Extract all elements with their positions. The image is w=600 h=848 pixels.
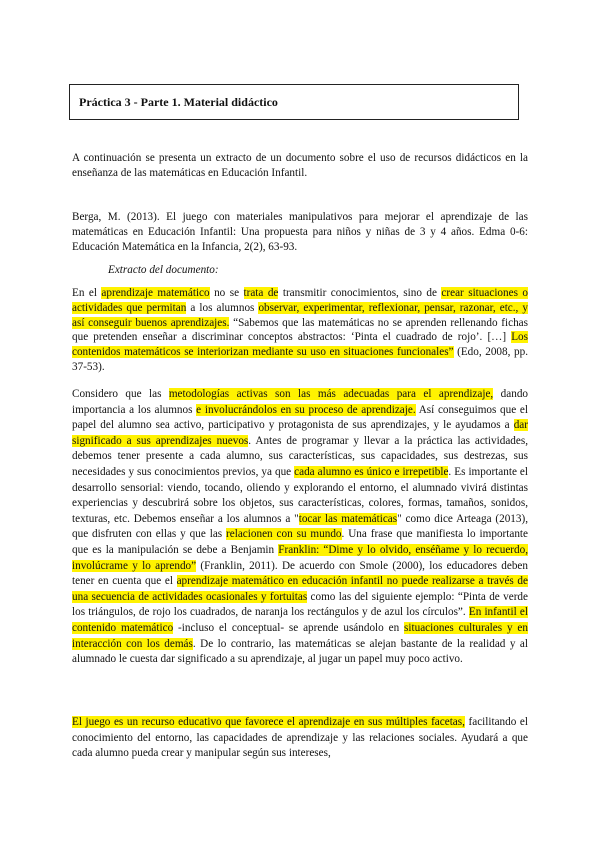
- p2-text: -incluso el conceptual- se aprende usándolo en: [173, 621, 405, 634]
- title-box: [69, 84, 519, 120]
- p2-text: . De lo contrario, las matemáticas se alejan bastante de la realidad y al alumnado le cuesta dar significado a su aprendizaje, al jugar un papel muy poco activo.: [72, 637, 528, 666]
- intro-paragraph: A continuación se presenta un extracto de un documento sobre el uso de recursos didácticos en la enseñanza de las matemáticas en Educación Infantil.: [72, 152, 528, 180]
- p2-highlight: e involucrándolos en su proceso de aprendizaje.: [196, 403, 416, 416]
- p2-highlight: relacionen con su mundo: [226, 528, 342, 541]
- p2-highlight: cada alumno es único e irrepetible: [294, 465, 449, 478]
- p2-text: . Es importante el desarrollo sensorial: viendo, tocando, oliendo y explorando el entorno, el alumnado vivirá distintas experiencias y descubrirá sobre los objetos, sus características, colores, formas, tamaños, sonidos, texturas, etc. Debemos enseñar a los alumnos a ": [72, 465, 529, 525]
- p1-text: “Sabemos que las matemáticas no se aprenden rellenando fichas que pretenden enseñar a discriminar conceptos abstractos: ‘Pinta el cuadrado de rojo’. […]: [72, 316, 528, 344]
- extract-paragraph-1: [72, 286, 528, 375]
- p2-highlight: Franklin: “Dime y lo olvido, enséñame y lo recuerdo, involúcrame y lo aprendo”: [72, 543, 528, 572]
- p2-highlight: metodologías activas son las más adecuadas para el aprendizaje,: [168, 388, 494, 400]
- p1-highlight: trata de: [243, 287, 279, 299]
- p3-highlight: El juego es un recurso educativo que favorece el aprendizaje en sus múltiples facetas,: [72, 716, 465, 728]
- reference-paragraph: Berga, M. (2013). El juego con materiales manipulativos para mejorar el aprendizaje de las matemáticas en Educación Infantil: Una propuesta para niños y niñas de 3 y 4 años. Edma 0-6: Educación Matemática en la Infancia, 2(2), 63-93.: [72, 211, 528, 254]
- p1-highlight: crear situaciones o actividades que permitan: [72, 287, 528, 314]
- p2-text: dando importancia a los alumnos: [72, 388, 529, 416]
- p3-text: facilitando el conocimiento del entorno, las capacidades de aprendizaje y las relaciones sociales. Ayudará a que cada alumno pueda crear y manipular según sus intereses,: [72, 716, 528, 760]
- p2-highlight: En infantil el contenido matemático: [72, 606, 528, 634]
- p2-highlight: tocar las matemáticas: [298, 512, 398, 525]
- p2-text: . Antes de programar y llevar a la práctica las actividades, debemos tener presente a cada alumno, sus características, sus capacidades, sus destrezas, sus necesidades y sus conocimientos previos, ya que: [72, 434, 528, 478]
- p1-text: transmitir conocimientos, sino de: [278, 287, 442, 299]
- p1-highlight: observar, experimentar, reflexionar, pensar, razonar, etc., y así conseguir buenos aprendizajes.: [72, 301, 528, 329]
- p2-highlight: aprendizaje matemático en educación infantil no puede realizarse a través de una secuencia de actividades ocasionales y fortuitas: [72, 575, 528, 603]
- p2-text: . Una frase que manifiesta lo importante que es la manipulación se debe a Benjamin: [72, 528, 528, 556]
- p2-text: (Franklin, 2011). De acuerdo con Smole (2000), los educadores deben tener en cuenta que el: [72, 559, 528, 588]
- p1-highlight: Los contenidos matemáticos se interiorizan mediante su uso en situaciones funcionales”: [72, 331, 528, 359]
- extract-paragraph-3: [72, 715, 528, 762]
- p2-highlight: situaciones culturales y en interacción con los demás: [72, 621, 528, 650]
- p1-text: no se: [209, 287, 244, 299]
- extract-paragraph-2: [72, 387, 528, 668]
- p2-text: Así conseguimos que el papel del alumno sea activo, participativo y protagonista de sus aprendizajes, y le ayudamos a: [72, 403, 528, 432]
- p2-text: " como dice Arteaga (2013), que disfruten con ellas y que las: [72, 512, 529, 541]
- p2-highlight: dar significado a sus aprendizajes nuevos: [72, 419, 528, 447]
- p1-text: a los alumnos: [186, 301, 259, 314]
- page-title: Práctica 3 - Parte 1. Material didáctico: [79, 95, 278, 109]
- p2-text: como las del siguiente ejemplo: “Pinta de verde los triángulos, de rojo los cuadrados, de naranja los rectángulos y de azul los círculos”.: [72, 590, 528, 619]
- p1-text: (Edo, 2008, pp. 37-53).: [72, 346, 528, 373]
- p2-text: Considero que las: [72, 388, 169, 400]
- p1-highlight: aprendizaje matemático: [101, 287, 210, 299]
- extract-label: Extracto del documento:: [108, 264, 219, 276]
- p1-text: En el: [72, 287, 102, 299]
